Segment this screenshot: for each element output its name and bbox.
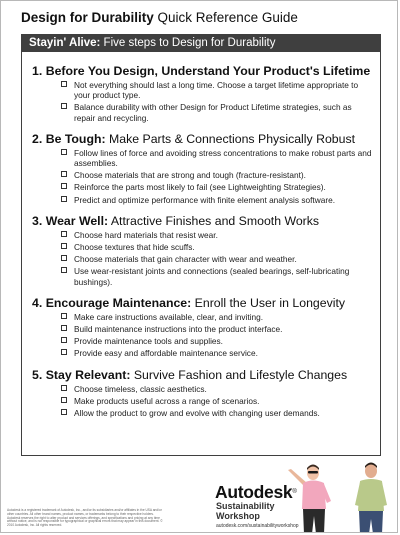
step-heading-rest: Survive Fashion and Lifestyle Changes <box>133 367 348 382</box>
step-heading-bold: Be Tough: <box>45 131 106 146</box>
checkbox-icon <box>61 231 67 237</box>
checkbox-icon <box>61 103 67 109</box>
step-number: 4. <box>32 295 43 310</box>
title-bold: Design for Durability <box>21 10 154 25</box>
step-checklist <box>32 384 374 419</box>
checklist-item-text: Allow the product to grow and evolve with changing user demands. <box>74 408 320 419</box>
person-pointing-icon <box>288 465 331 534</box>
checklist-item <box>61 195 374 205</box>
step-heading-bold: Before You Design, Understand Your Product's Lifetime <box>45 64 371 78</box>
people-illustration <box>283 459 395 533</box>
checklist-item-text: Predict and optimize performance with finite element analysis software. <box>74 194 336 205</box>
step-heading-rest: Attractive Finishes and Smooth Works <box>110 213 320 228</box>
checklist-item <box>61 312 374 322</box>
checklist-item-text: Provide maintenance tools and supplies. <box>74 336 223 347</box>
person-standing-icon <box>355 463 387 534</box>
logo-subtitle-1: Sustainability <box>216 501 275 511</box>
step-heading <box>32 296 374 310</box>
step-checklist <box>32 148 374 205</box>
checklist-item-text: Choose materials that are strong and tough (fracture-resistant). <box>74 170 306 181</box>
step-heading <box>32 368 374 382</box>
checkbox-icon <box>61 409 67 415</box>
checklist-item <box>61 348 374 358</box>
checklist-item-text: Build maintenance instructions into the product interface. <box>74 324 283 335</box>
logo-word: Autodesk <box>215 482 293 502</box>
step-heading-bold: Wear Well: <box>45 213 109 228</box>
checklist-item <box>61 396 374 406</box>
step-heading-bold: Encourage Maintenance: <box>45 295 192 310</box>
step-4 <box>32 296 374 359</box>
step-checklist <box>32 80 374 123</box>
step-heading <box>32 214 374 228</box>
banner-rest: Five steps to Design for Durability <box>103 37 276 49</box>
checklist-item <box>61 102 374 122</box>
checklist-item <box>61 182 374 192</box>
steps-panel <box>21 52 381 456</box>
checklist-item-text: Make products useful across a range of scenarios. <box>74 395 260 406</box>
checkbox-icon <box>61 243 67 249</box>
section-banner <box>21 34 381 52</box>
checklist-item <box>61 254 374 264</box>
checklist-item-text: Choose hard materials that resist wear. <box>74 229 218 240</box>
step-heading-rest: Make Parts & Connections Physically Robust <box>109 131 356 146</box>
step-checklist <box>32 230 374 287</box>
checklist-item <box>61 384 374 394</box>
step-3 <box>32 214 374 287</box>
banner-bold: Stayin' Alive: <box>29 37 101 49</box>
step-2 <box>32 132 374 205</box>
step-heading <box>32 132 374 146</box>
checklist-item-text: Make care instructions available, clear, and inviting. <box>74 311 264 322</box>
registered-mark: ® <box>292 489 297 495</box>
logo-url: autodesk.com/sustainabilityworkshop <box>216 523 299 529</box>
checklist-item <box>61 266 374 286</box>
checklist-item <box>61 408 374 418</box>
checkbox-icon <box>61 337 67 343</box>
checklist-item <box>61 230 374 240</box>
checkbox-icon <box>61 183 67 189</box>
checkbox-icon <box>61 171 67 177</box>
checkbox-icon <box>61 397 67 403</box>
checklist-item-text: Choose materials that gain character with wear and weather. <box>74 254 297 265</box>
checklist-item <box>61 80 374 100</box>
checkbox-icon <box>61 325 67 331</box>
step-heading <box>32 64 374 78</box>
checklist-item-text: Follow lines of force and avoiding stress concentrations to make robust parts and assemblies. <box>74 147 372 169</box>
title-rest: Quick Reference Guide <box>157 10 298 25</box>
logo-subtitle-2: Workshop <box>216 511 260 521</box>
step-5 <box>32 368 374 419</box>
step-number: 1. <box>32 64 43 78</box>
checklist-item-text: Balance durability with other Design for Product Lifetime strategies, such as repair and recycling. <box>74 102 352 123</box>
checklist-item-text: Reinforce the parts most likely to fail (see Lightweighting Strategies). <box>74 182 326 193</box>
checkbox-icon <box>61 313 67 319</box>
step-heading-rest: Enroll the User in Longevity <box>194 295 346 310</box>
checklist-item-text: Choose textures that hide scuffs. <box>74 242 195 253</box>
checkbox-icon <box>61 81 67 87</box>
checkbox-icon <box>61 255 67 261</box>
checkbox-icon <box>61 385 67 391</box>
checkbox-icon <box>61 149 67 155</box>
step-1 <box>32 64 374 123</box>
checklist-item-text: Provide easy and affordable maintenance service. <box>74 348 258 359</box>
checklist-item <box>61 324 374 334</box>
checklist-item <box>61 336 374 346</box>
checklist-item <box>61 148 374 168</box>
checklist-item-text: Not everything should last a long time. Choose a target lifetime appropriate to your product type. <box>74 80 359 101</box>
checkbox-icon <box>61 349 67 355</box>
checklist-item-text: Choose timeless, classic aesthetics. <box>74 383 207 394</box>
legal-footnote: Autodesk is a registered trademark of Autodesk, Inc., and/or its subsidiaries and/or affiliates in the USA and/or other countries. All other brand names, product names, or trademarks belong to their respective holders. Autodesk reserves the right to alter product and services offerings, and specifications and pricing at any time without notice, and is not responsible for typographical or graphical errors that may appear in this document. © 2010 Autodesk, Inc. All rights reserved. <box>7 508 163 528</box>
checklist-item <box>61 242 374 252</box>
checkbox-icon <box>61 267 67 273</box>
checklist-item <box>61 170 374 180</box>
step-number: 5. <box>32 367 43 382</box>
step-number: 2. <box>32 131 43 146</box>
checklist-item-text: Use wear-resistant joints and connections (sealed bearings, self-lubricating bushings). <box>74 266 350 287</box>
step-number: 3. <box>32 213 43 228</box>
step-checklist <box>32 312 374 359</box>
step-heading-bold: Stay Relevant: <box>45 367 131 382</box>
page-title <box>21 10 298 25</box>
checkbox-icon <box>61 196 67 202</box>
